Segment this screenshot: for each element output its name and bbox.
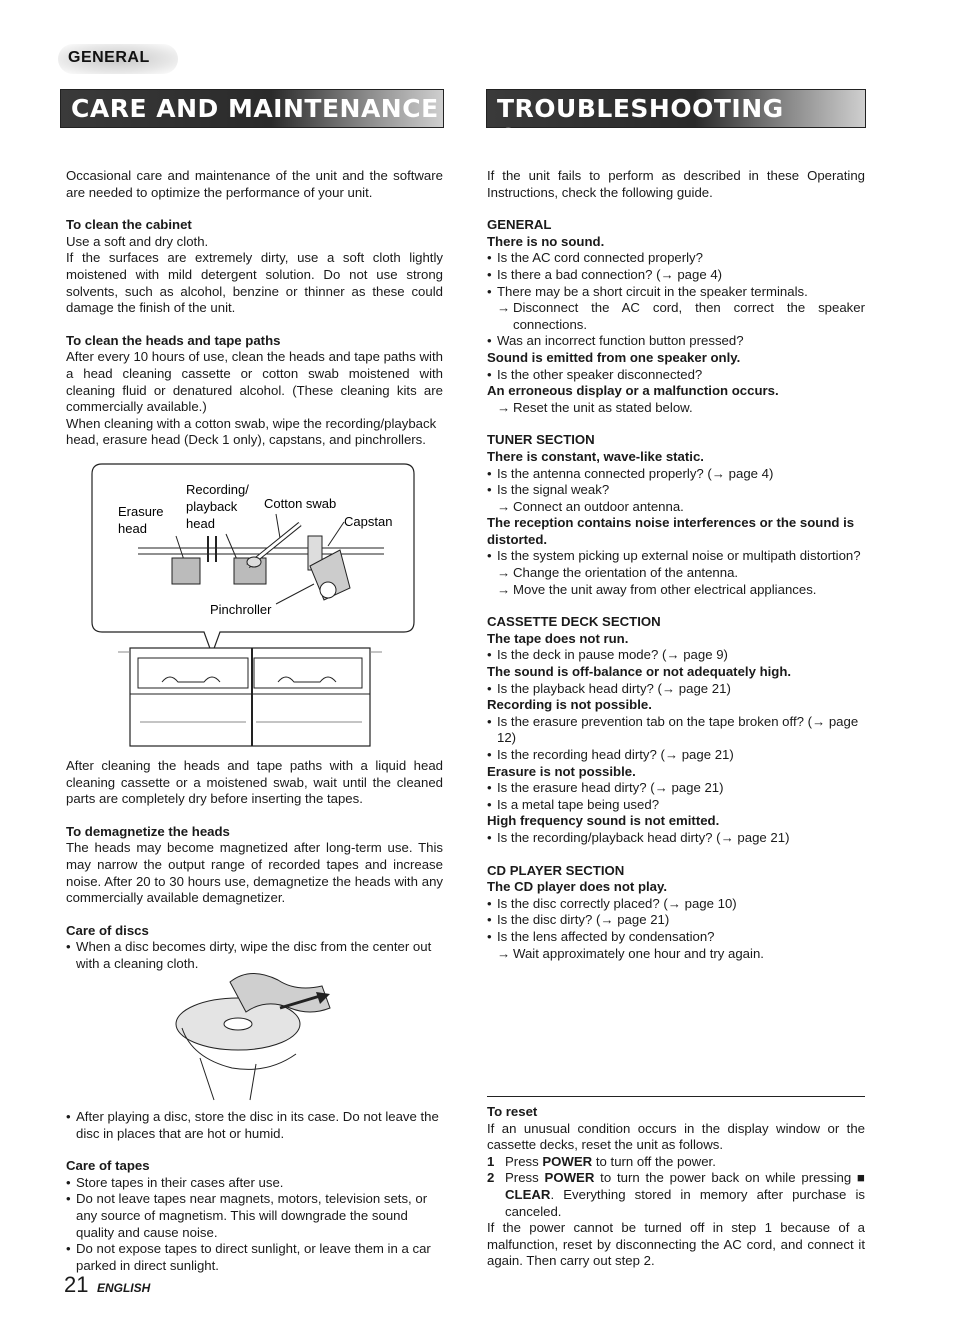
after-clean-text: After cleaning the heads and tape paths with a liquid head cleaning cassette or a moistened swab, wait until the cleaned parts are completely dry before inserting the tapes. (66, 758, 443, 807)
cabinet-text-2: If the surfaces are extremely dirty, use a soft cloth lightly moistened with mild detergent solution. Do not use strong solvents, such as alcohol, benzine or thinner as these could damage the finish of the unit. (66, 250, 443, 316)
pinchroller-shape (320, 582, 336, 598)
erasure-head-shape (172, 558, 200, 584)
cassette-q4-check-1: • Is the erasure head dirty? (→ page 21) (487, 780, 865, 797)
general-q1-check-3: • There may be a short circuit in the speaker terminals. (487, 284, 865, 301)
right-column (487, 168, 865, 962)
reset-section (487, 1104, 865, 1270)
general-q3: An erroneous display or a malfunction occurs. (487, 383, 779, 399)
disc-cleaning-illustration (170, 966, 340, 1102)
tuner-q2: The reception contains noise interferences or the sound is distorted. (487, 515, 855, 547)
cassette-q3: Recording is not possible. (487, 697, 652, 713)
tuner-q2-action-1: → Change the orientation of the antenna. (487, 565, 865, 582)
tapes-bullet-1: • Store tapes in their cases after use. (66, 1175, 443, 1192)
section-tag-label: GENERAL (68, 49, 150, 66)
label-erasure-head: head (118, 521, 147, 536)
heads-text-1: After every 10 hours of use, clean the heads and tape paths with a head cleaning cassette or cotton swab moistened with cleaning fluid or denatured alcohol. (These cleaning kits are commercially available.) (66, 349, 443, 415)
tuner-q1-check-1: • Is the antenna connected properly? (→ page 4) (487, 466, 865, 483)
tapes-heading: Care of tapes (66, 1158, 150, 1174)
page-footer (64, 1272, 150, 1298)
care-banner (60, 89, 444, 128)
heads-text-2: When cleaning with a cotton swab, wipe the recording/playback head, erasure head (Deck 1 only), capstans, and pinchrollers. (66, 415, 437, 448)
general-q1-check-4: • Was an incorrect function button pressed? (487, 333, 865, 350)
cd-q1-check-3: • Is the lens affected by condensation? (487, 929, 865, 946)
page-number: 21 (64, 1272, 89, 1297)
tuner-q2-action-2: → Move the unit away from other electrical appliances. (487, 582, 865, 599)
general-q1-check-1: • Is the AC cord connected properly? (487, 250, 865, 267)
cassette-q5-check-1: • Is the recording/playback head dirty? (→ page 21) (487, 830, 865, 847)
troubleshooting-banner-title: TROUBLESHOOTING GUIDE (497, 94, 784, 152)
cassette-q1-check-1: • Is the deck in pause mode? (→ page 9) (487, 647, 865, 664)
tuner-q2-check-1: • Is the system picking up external noise or multipath distortion? (487, 548, 865, 565)
reset-step-1: 1 Press POWER to turn off the power. (487, 1153, 716, 1169)
cotton-swab-tip (247, 557, 261, 567)
discs-bullet-1: • When a disc becomes dirty, wipe the disc from the center out with a cleaning cloth. (66, 939, 443, 972)
cd-q1-check-1: • Is the disc correctly placed? (→ page 10) (487, 896, 865, 913)
page-language: ENGLISH (96, 1281, 151, 1295)
demag-heading: To demagnetize the heads (66, 823, 230, 839)
troubleshooting-intro: If the unit fails to perform as described in these Operating Instructions, check the following guide. (487, 168, 865, 200)
label-head: head (186, 516, 215, 531)
demag-text: The heads may become magnetized after long-term use. This may narrow the output range of recorded tapes and increase noise. After 20 to 30 hours use, demagnetize the heads with any commercially available demagnetizer. (66, 840, 443, 906)
discs-bullet-2: • After playing a disc, store the disc in its case. Do not leave the disc in places that are hot or humid. (66, 1109, 443, 1142)
reset-step-2: 2 Press POWER to turn the power back on while pressing ■ CLEAR. Everything stored in memory after purchase is canceled. (487, 1170, 866, 1219)
tapes-bullet-3: • Do not expose tapes to direct sunlight, or leave them in a car parked in direct sunlight. (66, 1241, 443, 1274)
cassette-q4-check-2: • Is a metal tape being used? (487, 797, 865, 814)
care-banner-title: CARE AND MAINTENANCE (71, 94, 439, 123)
general-q2: Sound is emitted from one speaker only. (487, 349, 741, 365)
tuner-q1-check-2: • Is the signal weak? (487, 482, 865, 499)
general-q1: There is no sound. (487, 233, 605, 249)
reset-heading: To reset (487, 1104, 538, 1119)
left-column-bottom (66, 1109, 443, 1274)
cabinet-text-1: Use a soft and dry cloth. (66, 233, 209, 249)
cassette-q3-check-1: • Is the erasure prevention tab on the tape broken off? (→ page 12) (487, 714, 865, 747)
label-erasure: Erasure (118, 504, 164, 519)
left-column-lower (66, 758, 443, 973)
cassette-q5: High frequency sound is not emitted. (487, 813, 720, 829)
label-playback: playback (186, 499, 238, 514)
cassette-q3-check-2: • Is the recording head dirty? (→ page 21) (487, 747, 865, 764)
general-heading: GENERAL (487, 217, 552, 233)
cassette-q4: Erasure is not possible. (487, 763, 636, 779)
tape-heads-diagram (88, 462, 418, 754)
reset-divider (487, 1096, 865, 1097)
discs-heading: Care of discs (66, 922, 149, 938)
heads-heading: To clean the heads and tape paths (66, 332, 281, 348)
cassette-heading: CASSETTE DECK SECTION (487, 614, 661, 630)
label-pinchroller: Pinchroller (210, 602, 272, 617)
label-recording: Recording/ (186, 482, 249, 497)
reset-outro: If the power cannot be turned off in step 1 because of a malfunction, reset by disconnecting the AC cord, and connect it again. Then carry out step 2. (487, 1220, 865, 1269)
label-capstan: Capstan (344, 514, 393, 529)
label-cotton-swab: Cotton swab (264, 496, 337, 511)
tuner-heading: TUNER SECTION (487, 432, 595, 448)
cd-q1-action-1: → Wait approximately one hour and try again. (487, 946, 865, 963)
general-q1-action-1: → Disconnect the AC cord, then correct the speaker connections. (487, 300, 865, 333)
tapes-bullet-2: • Do not leave tapes near magnets, motors, television sets, or any source of magnetism. This will downgrade the sound quality and cause noise. (66, 1191, 443, 1241)
general-q3-action-1: → Reset the unit as stated below. (487, 400, 865, 417)
cd-q1-check-2: • Is the disc dirty? (→ page 21) (487, 912, 865, 929)
care-intro: Occasional care and maintenance of the unit and the software are needed to optimize the performance of your unit. (66, 168, 443, 200)
cd-heading: CD PLAYER SECTION (487, 862, 625, 878)
tuner-q1-action-1: → Connect an outdoor antenna. (487, 499, 865, 516)
general-q1-check-2: • Is there a bad connection? (→ page 4) (487, 267, 865, 284)
cassette-q2-check-1: • Is the playback head dirty? (→ page 21) (487, 681, 865, 698)
cabinet-heading: To clean the cabinet (66, 217, 192, 233)
left-column (66, 168, 443, 449)
general-q2-check-1: • Is the other speaker disconnected? (487, 367, 865, 384)
cassette-q1: The tape does not run. (487, 630, 629, 646)
troubleshooting-banner (486, 89, 866, 152)
section-tag (58, 44, 178, 74)
cassette-q2: The sound is off-balance or not adequately high. (487, 664, 792, 680)
reset-intro: If an unusual condition occurs in the display window or the cassette decks, reset the unit as follows. (487, 1120, 865, 1153)
tuner-q1: There is constant, wave-like static. (487, 448, 704, 464)
cd-q1: The CD player does not play. (487, 879, 668, 895)
